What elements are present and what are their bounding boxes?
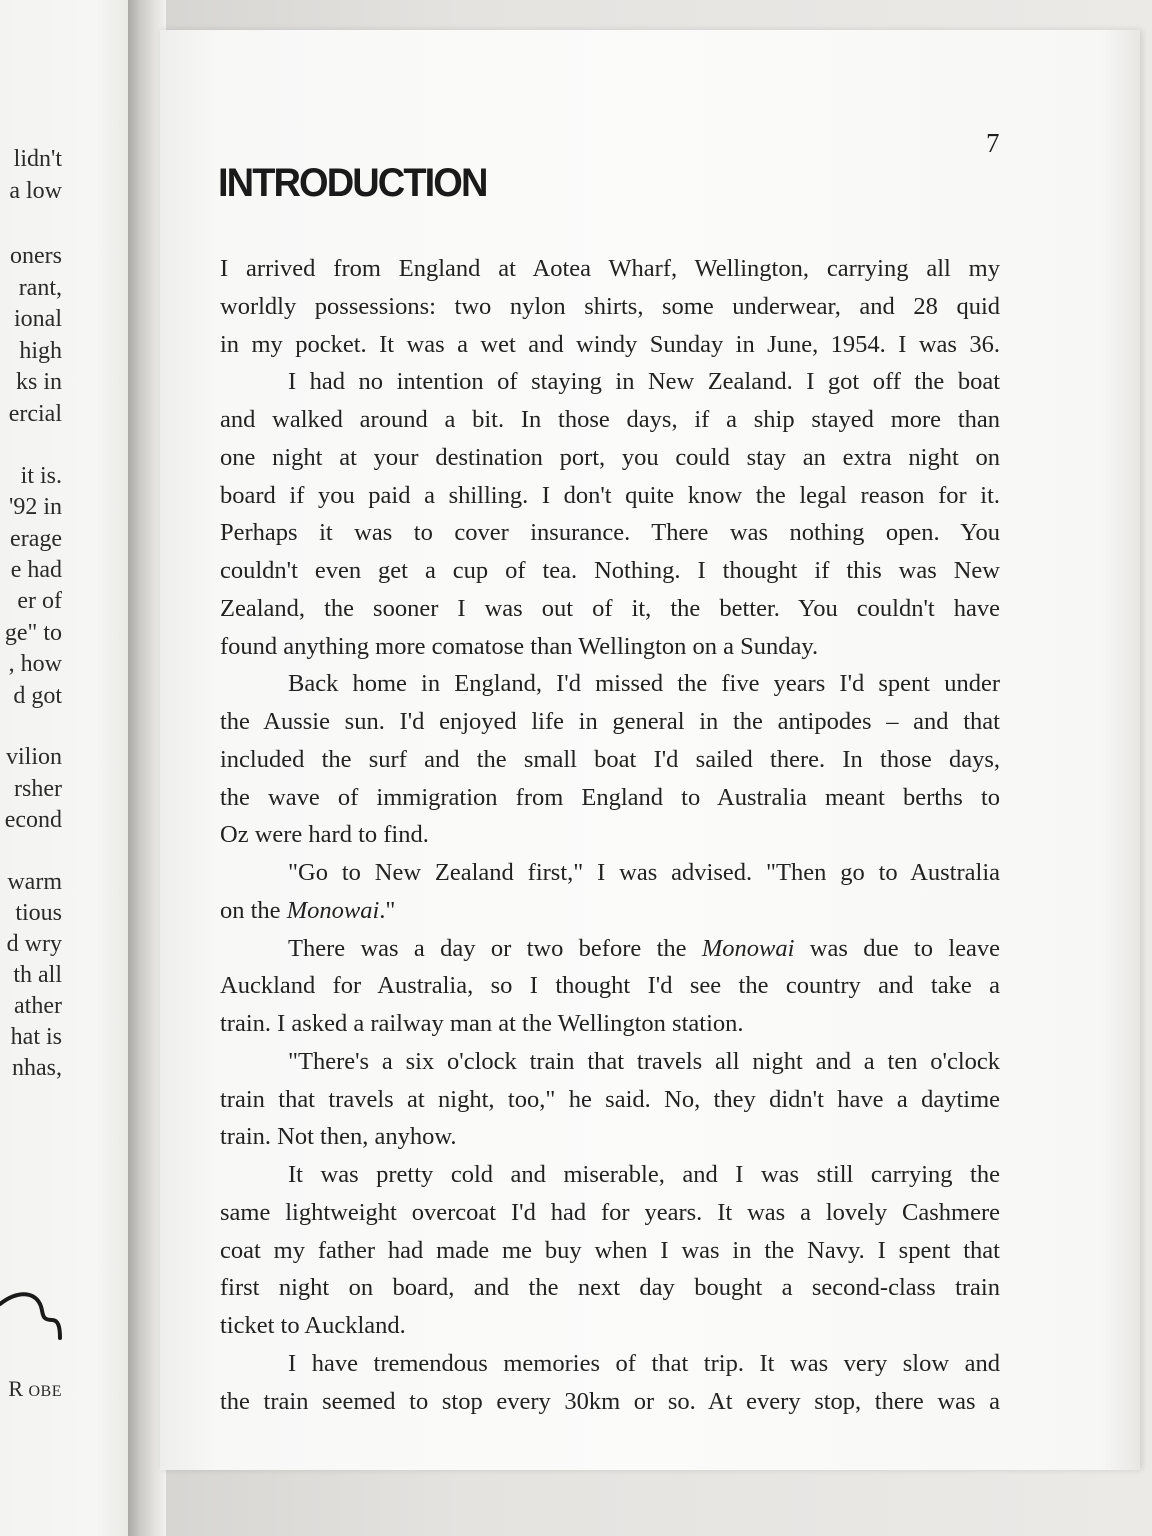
body-text-line: train that travels at night, too," he said. No, they didn't have a daytime [220, 1085, 1000, 1113]
body-text-line: Oz were hard to find. [220, 821, 429, 849]
body-text-line: the Aussie sun. I'd enjoyed life in general in the antipodes – and that [220, 708, 1000, 735]
author-signoff-letters: R [8, 1376, 23, 1401]
text-run: There was a day or two before the [288, 934, 702, 962]
page-number: 7 [986, 128, 1000, 158]
signature-stroke-graphic [0, 1282, 70, 1342]
body-text-line: same lightweight overcoat I'd had for years. It was a lovely Cashmere [220, 1198, 1000, 1226]
body-text-line: the train seemed to stop every 30km or so. At every stop, there was a [220, 1387, 1000, 1415]
left-page-line-fragment: it is. [20, 463, 62, 489]
left-page-line-fragment: ercial [8, 401, 62, 427]
body-text-line: included the surf and the small boat I'd sailed there. In those days, [220, 745, 1000, 773]
text-run: on the [220, 896, 287, 924]
ship-name-italic: Monowai [701, 934, 795, 962]
left-page-line-fragment: e had [10, 557, 62, 583]
body-text-line: in my pocket. It was a wet and windy Sunday in June, 1954. I was 36. [220, 330, 1000, 358]
left-page-line-fragment: th all [13, 962, 62, 988]
body-text-line: train. I asked a railway man at the Wellington station. [220, 1010, 744, 1037]
body-text-line: Perhaps it was to cover insurance. There was nothing open. You [220, 519, 1000, 547]
body-text-line: It was pretty cold and miserable, and I was still carrying the [288, 1161, 1000, 1188]
body-text-line: "Go to New Zealand first," I was advised. "Then go to Australia [288, 859, 1000, 886]
left-page-line-fragment: tious [15, 900, 62, 926]
left-page-line-fragment: ather [14, 993, 62, 1019]
body-text-line: one night at your destination port, you could stay an extra night on [220, 443, 1000, 471]
left-page-line-fragment: , how [8, 651, 62, 677]
left-page-line-fragment: d wry [6, 931, 62, 957]
body-text-line: train. Not then, anyhow. [220, 1123, 457, 1151]
body-text-line: worldly possessions: two nylon shirts, some underwear, and 28 quid [220, 292, 1000, 320]
body-text-line: I had no intention of staying in New Zealand. I got off the boat [288, 368, 1000, 396]
left-page-line-fragment: ional [14, 306, 62, 332]
author-signoff [8, 1376, 62, 1402]
left-page-line-fragment: ks in [15, 369, 62, 395]
body-text-line: coat my father had made me buy when I was in the Navy. I spent that [220, 1236, 1000, 1264]
body-text-line: board if you paid a shilling. I don't quite know the legal reason for it. [220, 481, 1000, 509]
left-page-line-fragment: vilion [5, 744, 62, 770]
left-page-line-fragment: a low [9, 178, 62, 204]
show-through-text [610, 180, 616, 206]
body-text-line [288, 934, 1000, 964]
body-text-line: couldn't even get a cup of tea. Nothing. I thought if this was New [220, 557, 1000, 584]
left-page-line-fragment: d got [13, 683, 62, 709]
chapter-title: INTRODUCTION [218, 161, 487, 205]
left-page-line-fragment: erage [10, 526, 62, 552]
body-text-line: I arrived from England at Aotea Wharf, Wellington, carrying all my [220, 255, 1000, 282]
body-text-line: I have tremendous memories of that trip. It was very slow and [288, 1349, 1000, 1377]
text-run: was due to leave [794, 934, 1000, 962]
left-page-line-fragment: ge" to [4, 620, 62, 646]
left-page-line-fragment: er of [17, 588, 62, 614]
body-text-line: first night on board, and the next day bought a second-class train [220, 1274, 1000, 1302]
left-page-line-fragment: oners [10, 243, 62, 269]
text-run: ." [379, 896, 396, 924]
body-text-line: and walked around a bit. In those days, if a ship stayed more than [220, 406, 1000, 433]
ship-name-italic: Monowai [286, 896, 380, 924]
left-page-line-fragment: rant, [18, 275, 62, 301]
left-facing-page [0, 0, 136, 1536]
body-text-line: found anything more comatose than Wellington on a Sunday. [220, 632, 819, 660]
body-text-line: Back home in England, I'd missed the five years I'd spent under [288, 670, 1000, 698]
body-text-line: "There's a six o'clock train that travels all night and a ten o'clock [288, 1047, 1000, 1075]
left-page-line-fragment: lidn't [13, 146, 62, 172]
body-text-line: Auckland for Australia, so I thought I'd see the country and take a [220, 972, 1000, 1000]
left-page-line-fragment: high [19, 338, 62, 364]
body-text-line: Zealand, the sooner I was out of it, the better. You couldn't have [220, 594, 1000, 622]
author-signoff-honour: OBE [28, 1383, 62, 1400]
left-page-line-fragment: '92 in [9, 494, 62, 520]
body-text-line [220, 896, 1000, 926]
body-text-line: ticket to Auckland. [220, 1312, 406, 1339]
left-page-line-fragment: rsher [14, 776, 62, 802]
left-page-line-fragment: warm [7, 869, 62, 895]
left-page-line-fragment: nhas, [12, 1055, 62, 1081]
body-text-line: the wave of immigration from England to Australia meant berths to [220, 783, 1000, 811]
left-page-line-fragment: hat is [10, 1024, 62, 1050]
left-page-line-fragment: econd [4, 807, 62, 833]
